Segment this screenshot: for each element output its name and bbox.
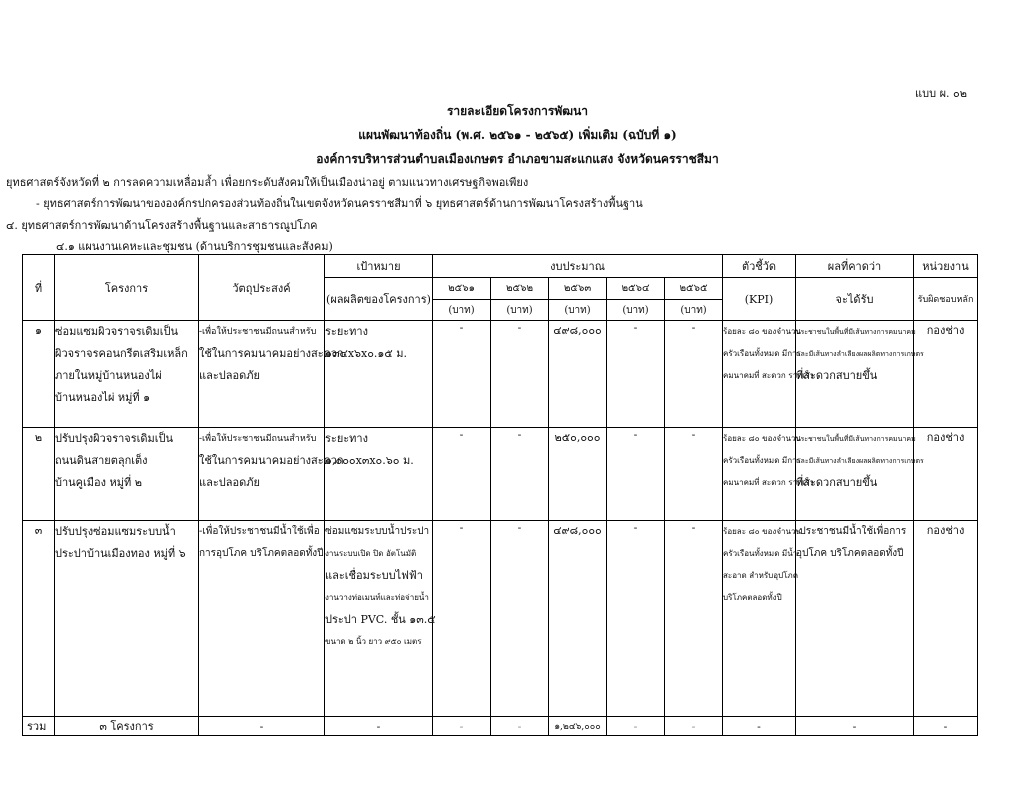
text-line: -ประชาชนมีน้ำใช้เพื่อการ: [796, 526, 907, 537]
responsible-unit: กองช่าง: [914, 321, 978, 428]
total-budget: -: [433, 717, 491, 736]
text-line: ประปา PVC. ชั้น ๑๓.๕: [325, 613, 436, 626]
total-row: [23, 717, 978, 736]
header-result-sub: จะได้รับ: [796, 278, 914, 321]
row-number: ๓: [23, 521, 55, 717]
objective: [199, 321, 344, 428]
kpi: [723, 428, 814, 521]
text-line: ขนาด ๒ นิ้ว ยาว ๙๕๐ เมตร: [325, 637, 422, 646]
header-budget: งบประมาณ: [433, 255, 723, 278]
text-line: ครัวเรือนทั้งหมด มีการ: [723, 349, 801, 358]
text-line: ที่สะดวกสบายขึ้น: [796, 476, 878, 489]
header-kpi-sub: (KPI): [723, 278, 796, 321]
header-no: ที่: [23, 255, 55, 321]
header-target-sub: (ผลผลิตของโครงการ): [325, 278, 433, 321]
expected-result: [796, 321, 924, 428]
project-name: [55, 321, 199, 428]
total-budget: -: [665, 717, 723, 736]
header-target: เป้าหมาย: [325, 255, 433, 278]
budget-value: ๒๕๐,๐๐๐: [549, 428, 607, 521]
text-line: -เพื่อให้ประชาชนมีถนนสำหรับ: [199, 327, 317, 337]
text-line: ใช้ในการคมนาคมอย่างสะดวก: [199, 454, 344, 467]
total-target: -: [325, 717, 433, 736]
text-line: ร้อยละ ๘๐ ของจำนวน: [723, 434, 801, 443]
total-objective: -: [199, 717, 325, 736]
kpi: [723, 321, 814, 428]
header-baht: (บาท): [549, 300, 607, 321]
header-project: โครงการ: [55, 255, 199, 321]
header-baht: (บาท): [607, 300, 665, 321]
target: [325, 521, 436, 717]
header-baht: (บาท): [433, 300, 491, 321]
table-row: [23, 521, 978, 717]
header-kpi: ตัวชี้วัด: [723, 255, 796, 278]
text-line: บ้านคูเมือง หมู่ที่ ๒: [55, 476, 143, 489]
text-line: ร้อยละ ๘๐ ของจำนวน: [723, 527, 801, 536]
objective: [199, 428, 344, 521]
table-row: [23, 321, 978, 428]
plan-title: แผนพัฒนาท้องถิ่น (พ.ศ. ๒๕๖๑ - ๒๕๖๕) เพิ่มเติม (ฉบับที่ ๑): [358, 128, 677, 142]
budget-value: ๔๙๘,๐๐๐: [549, 521, 607, 717]
text-line: งานวางท่อเมนท์และท่อจ่ายน้ำ: [325, 593, 429, 602]
budget-value: -: [491, 321, 549, 428]
responsible-unit: กองช่าง: [914, 428, 978, 521]
text-line: สะอาด สำหรับอุปโภค: [723, 571, 799, 580]
local-strategy: - ยุทธศาสตร์การพัฒนาขององค์กรปกครองส่วนท้องถิ่นในเขตจังหวัดนครราชสีมาที่ ๖ ยุทธศาสตร์ด้านการพัฒนาโครงสร้างพื้นฐาน: [36, 197, 643, 210]
text-line: งานระบบเปิด ปิด อัตโนมัติ: [325, 549, 417, 558]
province-strategy: ยุทธศาสตร์จังหวัดที่ ๒ การลดความเหลื่อมล้ำ เพื่อยกระดับสังคมให้เป็นเมืองน่าอยู่ ตามแนวทางเศรษฐกิจพอเพียง: [6, 176, 529, 189]
responsible-unit: กองช่าง: [914, 521, 978, 717]
text-line: ถนนดินสายตลุกเต็ง: [55, 454, 148, 467]
text-line: ๑๓๔x๖x๐.๑๕ ม.: [325, 347, 407, 360]
text-line: อุปโภค บริโภคตลอดทั้งปี: [796, 548, 904, 559]
kpi: [723, 521, 801, 717]
header-year: ๒๕๖๒: [491, 278, 549, 300]
text-line: บริโภคตลอดทั้งปี: [723, 593, 782, 602]
budget-value: -: [607, 428, 665, 521]
total-budget: ๑,๒๔๖,๐๐๐: [549, 717, 607, 736]
text-line: และปลอดภัย: [199, 476, 260, 489]
budget-value: -: [607, 321, 665, 428]
total-label: รวม: [23, 717, 55, 736]
text-line: และมีเส้นทางลำเลียงผลผลิตทางการเกษตร: [796, 457, 924, 465]
text-line: ปรับปรุงซ่อมแซมระบบน้ำ: [55, 525, 176, 538]
total-budget: -: [607, 717, 665, 736]
header-unit-sub: รับผิดชอบหลัก: [914, 278, 978, 321]
text-line: ระยะทาง: [325, 325, 368, 338]
organization-title: องค์การบริหารส่วนตำบลเมืองเกษตร อำเภอขามสะแกแสง จังหวัดนครราชสีมา: [316, 152, 719, 166]
budget-value: -: [491, 428, 549, 521]
text-line: ร้อยละ ๘๐ ของจำนวน: [723, 327, 801, 336]
header-baht: (บาท): [665, 300, 723, 321]
budget-value: -: [433, 428, 491, 521]
text-line: และมีเส้นทางลำเลียงผลผลิตทางการเกษตร: [796, 350, 924, 358]
budget-value: -: [491, 521, 549, 717]
header-year: ๒๕๖๑: [433, 278, 491, 300]
text-line: ใช้ในการคมนาคมอย่างสะดวก: [199, 347, 344, 360]
plan-section: ๔.๑ แผนงานเคหะและชุมชน (ด้านบริการชุมชนและสังคม): [56, 240, 333, 253]
main-strategy: ๔. ยุทธศาสตร์การพัฒนาด้านโครงสร้างพื้นฐานและสาธารณูปโภค: [6, 219, 318, 232]
total-unit: -: [914, 717, 978, 736]
row-number: ๑: [23, 321, 55, 428]
text-line: คมนาคมที่ สะดวก รวดเร็ว: [723, 371, 814, 380]
budget-value: -: [433, 321, 491, 428]
text-line: ที่สะดวกสบายขึ้น: [796, 369, 878, 382]
project-name: [55, 428, 199, 521]
target: [325, 428, 433, 521]
budget-value: -: [665, 321, 723, 428]
text-line: ประปาบ้านเมืองทอง หมู่ที่ ๖: [55, 547, 186, 560]
text-line: คมนาคมที่ สะดวก รวดเร็ว: [723, 478, 814, 487]
budget-value: -: [433, 521, 491, 717]
header-unit: หน่วยงาน: [914, 255, 978, 278]
text-line: ภายในหมู่บ้านหนองไผ่: [55, 369, 162, 382]
header-year: ๒๕๖๔: [607, 278, 665, 300]
budget-value: ๔๙๘,๐๐๐: [549, 321, 607, 428]
text-line: การอุปโภค บริโภคตลอดทั้งปี: [199, 548, 324, 559]
total-kpi: -: [723, 717, 796, 736]
document-title: รายละเอียดโครงการพัฒนา: [446, 104, 589, 118]
total-projects: ๓ โครงการ: [55, 717, 199, 736]
row-number: ๒: [23, 428, 55, 521]
text-line: ครัวเรือนทั้งหมด มีน้ำ: [723, 549, 798, 558]
project-table: [22, 254, 978, 736]
form-code: แบบ ผ. ๐๒: [915, 87, 967, 100]
budget-value: -: [665, 521, 723, 717]
header-objective: วัตถุประสงค์: [199, 255, 325, 321]
project-name: [55, 521, 199, 717]
target: [325, 321, 433, 428]
text-line: ประชาชนในพื้นที่มีเส้นทางการคมนาคม: [796, 328, 916, 336]
header-result: ผลที่คาดว่า: [796, 255, 914, 278]
text-line: ๑,๐๐๐x๓x๐.๖๐ ม.: [325, 454, 414, 467]
text-line: และเชื่อมระบบไฟฟ้า: [325, 569, 423, 582]
total-budget: -: [491, 717, 549, 736]
text-line: ประชาชนในพื้นที่มีเส้นทางการคมนาคม: [796, 435, 916, 443]
total-result: -: [796, 717, 914, 736]
text-line: และปลอดภัย: [199, 369, 260, 382]
budget-value: -: [665, 428, 723, 521]
table-row: [23, 428, 978, 521]
expected-result: [796, 521, 914, 717]
text-line: -เพื่อให้ประชาชนมีถนนสำหรับ: [199, 434, 317, 444]
text-line: ผิวจราจรคอนกรีตเสริมเหล็ก: [55, 347, 188, 360]
budget-value: -: [607, 521, 665, 717]
text-line: บ้านหนองไผ่ หมู่ที่ ๑: [55, 391, 151, 404]
header-year: ๒๕๖๓: [549, 278, 607, 300]
objective: [199, 521, 325, 717]
text-line: ครัวเรือนทั้งหมด มีการ: [723, 456, 801, 465]
text-line: ซ่อมแซมระบบน้ำประปา: [325, 526, 430, 537]
text-line: ซ่อมแซมผิวจราจรเดิมเป็น: [55, 325, 179, 338]
header-baht: (บาท): [491, 300, 549, 321]
expected-result: [796, 428, 924, 521]
text-line: ปรับปรุงผิวจราจรเดิมเป็น: [55, 432, 174, 445]
text-line: -เพื่อให้ประชาชนมีน้ำใช้เพื่อ: [199, 526, 320, 537]
header-year: ๒๕๖๕: [665, 278, 723, 300]
text-line: ระยะทาง: [325, 432, 368, 445]
